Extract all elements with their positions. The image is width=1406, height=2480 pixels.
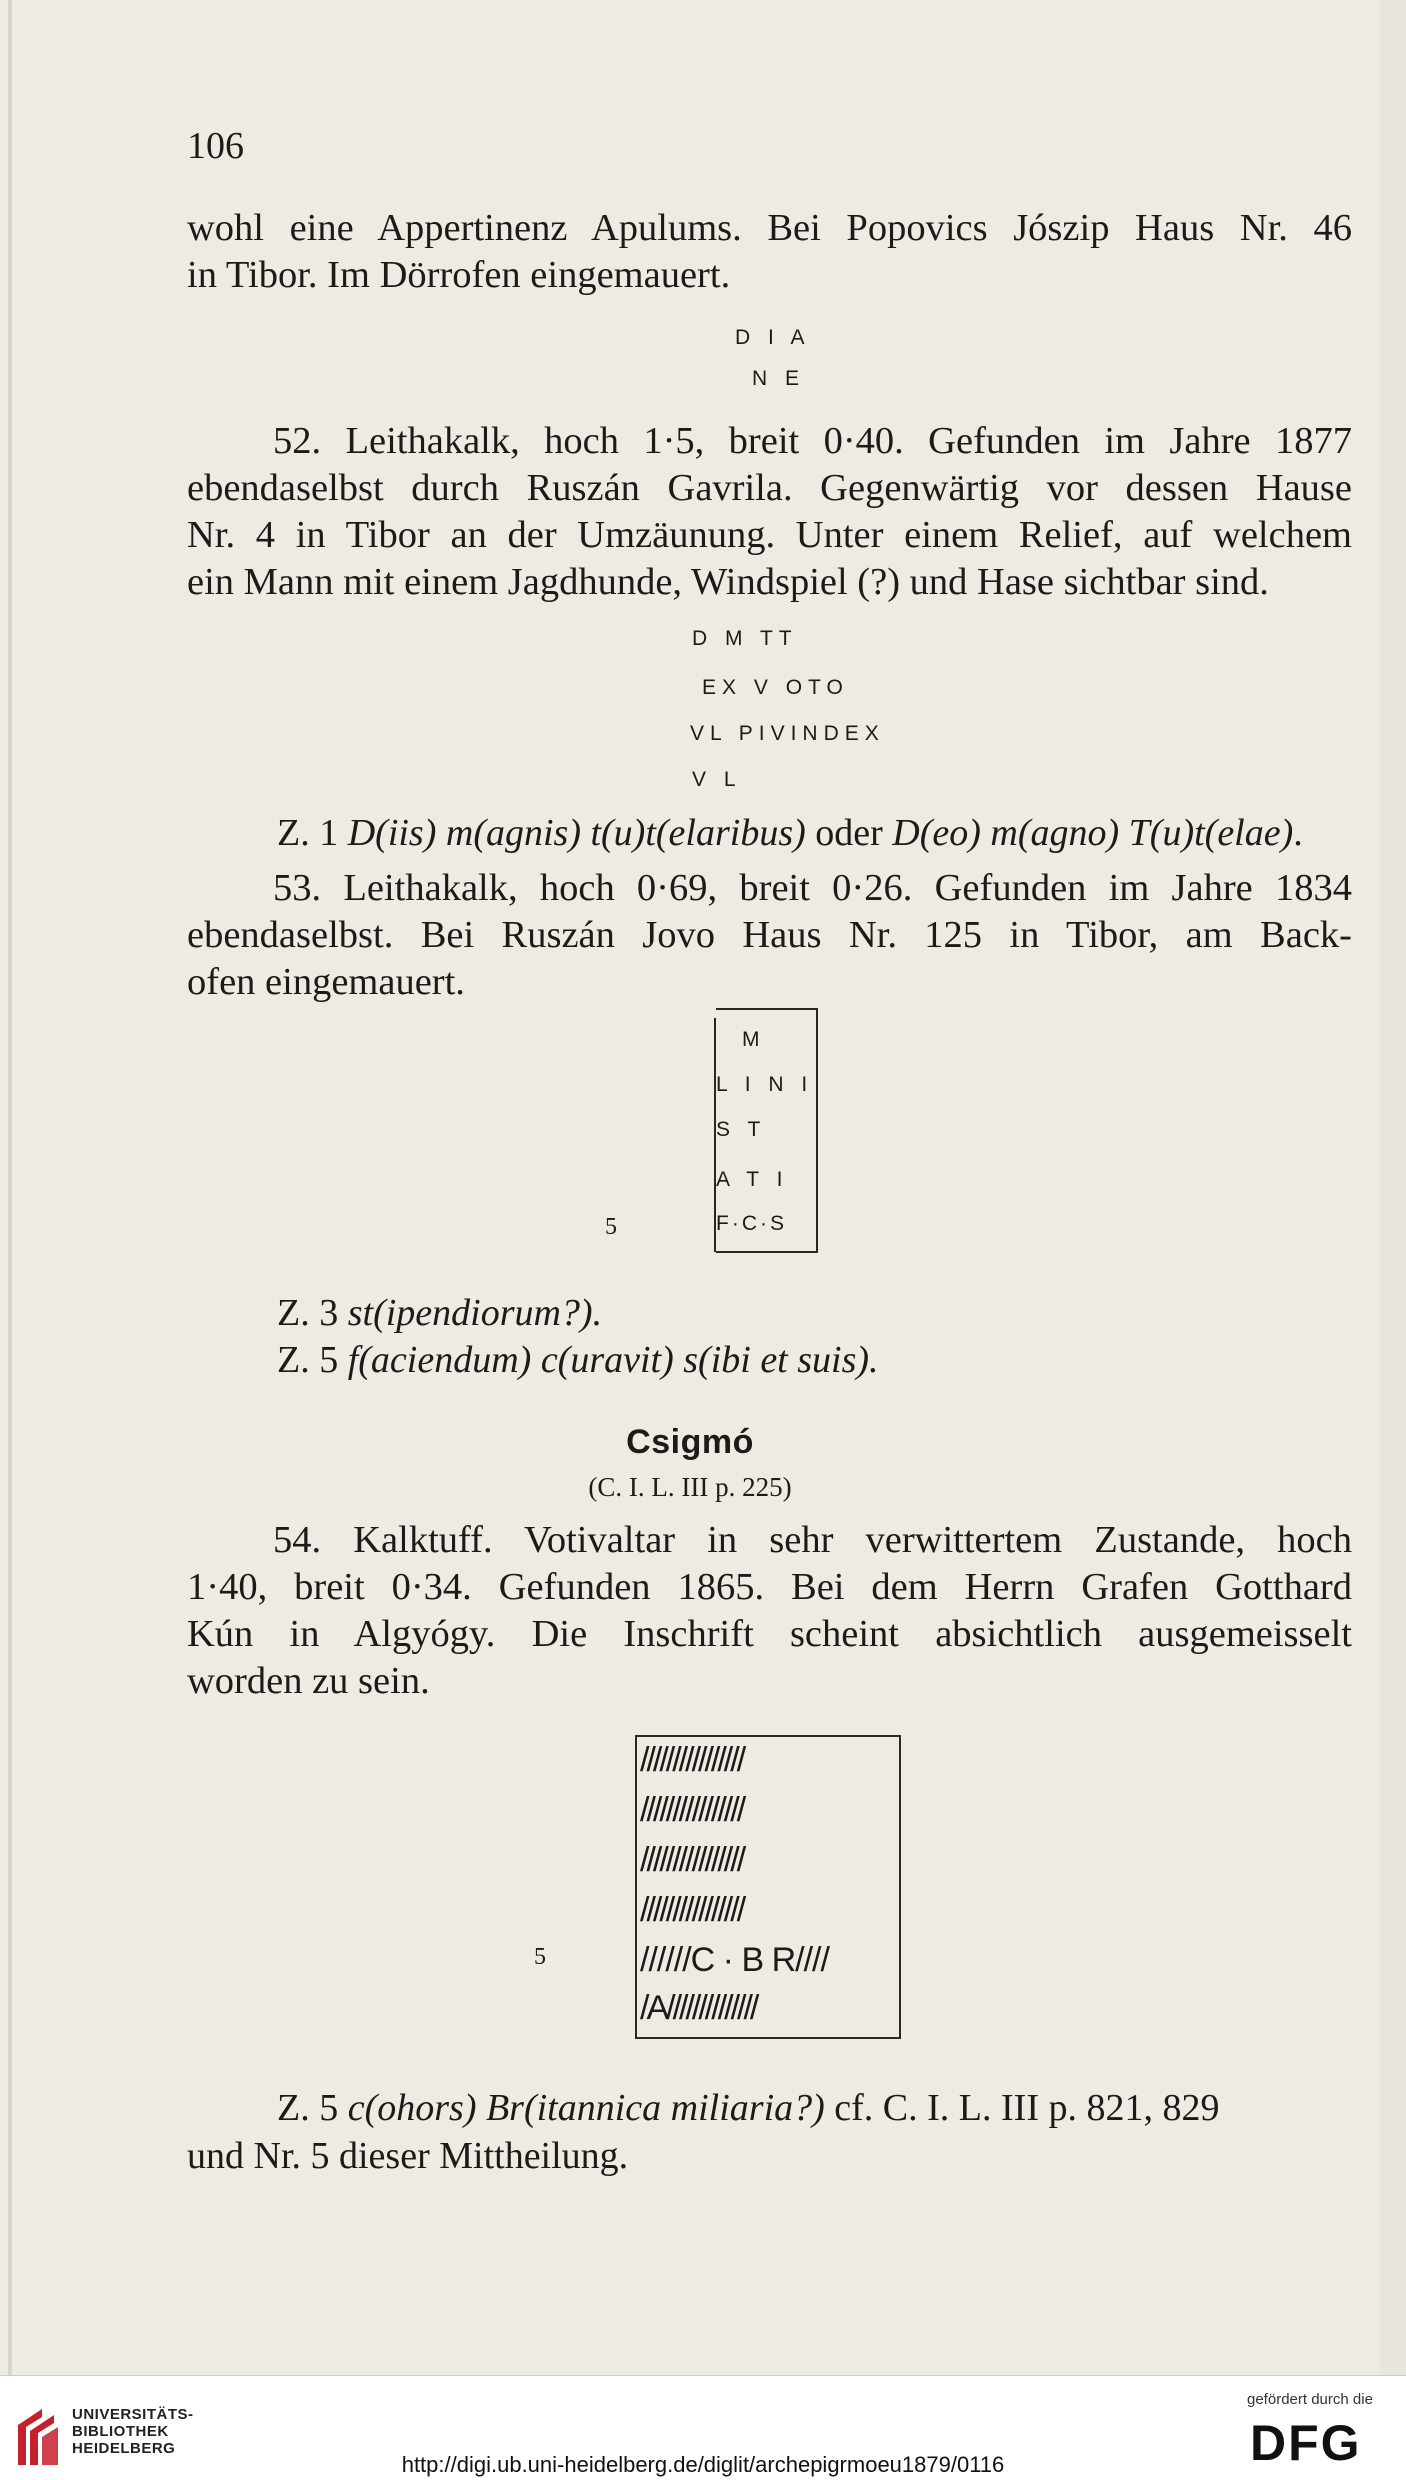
inscription-line: V L	[692, 768, 742, 791]
text-line: wohl eine Appertinenz Apulums. Bei Popovics Jószip Haus Nr. 46	[187, 207, 1352, 249]
text-line: worden zu sein.	[187, 1660, 430, 1702]
note-prefix: Z. 1	[277, 812, 348, 854]
inscription-line: //////C · B R////	[640, 1941, 829, 1979]
inscription-frame-edge	[716, 1251, 816, 1253]
dfg-logo: DFG	[1250, 2415, 1362, 2471]
note-line-z5	[277, 1337, 879, 1384]
inscription-line: M	[742, 1028, 766, 1051]
text-line: ofen eingemauert.	[187, 961, 465, 1003]
page-number: 106	[187, 125, 244, 167]
section-reference: (C. I. L. III p. 225)	[588, 1472, 792, 1502]
note-line-z5	[277, 2085, 1219, 2132]
page-edge-shadow	[8, 0, 12, 2375]
text-line: ebendaselbst. Bei Ruszán Jovo Haus Nr. 125 in Tibor, am Back-	[187, 914, 1352, 956]
inscription-line: D M TT	[692, 627, 798, 650]
note-reading: D(eo) m(agno) T(u)t(elae)	[892, 812, 1294, 854]
note-connector: oder	[805, 812, 893, 854]
inscription-line: ////////////////	[640, 1791, 744, 1829]
note-suffix: .	[1293, 812, 1303, 854]
entry-52-paragraph	[187, 418, 1352, 606]
inscription-line: ////////////////	[640, 1741, 744, 1779]
entry-54-paragraph	[187, 1517, 1352, 1705]
inscription-line: VL PIVINDEX	[690, 722, 885, 745]
line-number: 5	[605, 1214, 617, 1240]
library-name-line: HEIDELBERG	[72, 2440, 176, 2457]
text-line: Nr. 4 in Tibor an der Umzäunung. Unter einem Relief, auf welchem	[187, 514, 1352, 556]
note-prefix: Z. 3	[277, 1292, 348, 1334]
inscription-line: S T	[716, 1118, 767, 1141]
inscription-line: ////////////////	[640, 1891, 744, 1929]
inscription-line: D I A	[735, 326, 811, 349]
text-line: 1·40, breit 0·34. Gefunden 1865. Bei dem Herrn Grafen Gotthard	[187, 1566, 1352, 1608]
permalink-url[interactable]: http://digi.ub.uni-heidelberg.de/diglit/archepigrmoeu1879/0116	[401, 2452, 1005, 2477]
note-suffix: cf. C. I. L. III p. 821, 829	[824, 2087, 1220, 2129]
inscription-line: F·C·S	[716, 1212, 787, 1235]
note-reading: f(aciendum) c(uravit) s(ibi et suis).	[347, 1339, 879, 1381]
note-line-z1	[277, 810, 1303, 857]
inscription-line: EX V OTO	[702, 676, 849, 699]
inscription-line: N E	[752, 367, 806, 390]
note-reading: c(ohors) Br(itannica miliaria?)	[347, 2087, 825, 2129]
library-name-line: UNIVERSITÄTS-	[72, 2406, 194, 2423]
inscription-line: ////////////////	[640, 1841, 744, 1879]
inscription-line: /A//////////////	[640, 1989, 757, 2027]
inscription-line: L I N I	[716, 1073, 814, 1096]
note-continuation: und Nr. 5 dieser Mittheilung.	[187, 2135, 629, 2177]
section-title: Csigmó	[626, 1423, 754, 1461]
sponsor-label: gefördert durch die	[1247, 2391, 1373, 2408]
text-line: 52. Leithakalk, hoch 1·5, breit 0·40. Gefunden im Jahre 1877	[273, 420, 1352, 462]
note-reading: D(iis) m(agnis) t(u)t(elaribus)	[347, 812, 806, 854]
library-name-line: BIBLIOTHEK	[72, 2423, 169, 2440]
text-line: 54. Kalktuff. Votivaltar in sehr verwittertem Zustande, hoch	[273, 1519, 1352, 1561]
note-line-z3	[277, 1290, 602, 1337]
inscription-line: A T I	[716, 1168, 789, 1191]
text-line: in Tibor. Im Dörrofen eingemauert.	[187, 254, 731, 296]
library-name	[72, 2406, 194, 2457]
intro-paragraph	[187, 205, 1352, 299]
note-reading: st(ipendiorum?).	[347, 1292, 603, 1334]
text-line: ebendaselbst durch Ruszán Gavrila. Gegenwärtig vor dessen Hause	[187, 467, 1352, 509]
text-line: Kún in Algyógy. Die Inschrift scheint absichtlich ausgemeisselt	[187, 1613, 1352, 1655]
line-number: 5	[534, 1944, 546, 1970]
note-prefix: Z. 5	[277, 1339, 348, 1381]
text-line: 53. Leithakalk, hoch 0·69, breit 0·26. Gefunden im Jahre 1834	[273, 867, 1352, 909]
text-line: ein Mann mit einem Jagdhunde, Windspiel (?) und Hase sichtbar sind.	[187, 561, 1269, 603]
note-prefix: Z. 5	[277, 2087, 348, 2129]
entry-53-paragraph	[187, 865, 1352, 1006]
